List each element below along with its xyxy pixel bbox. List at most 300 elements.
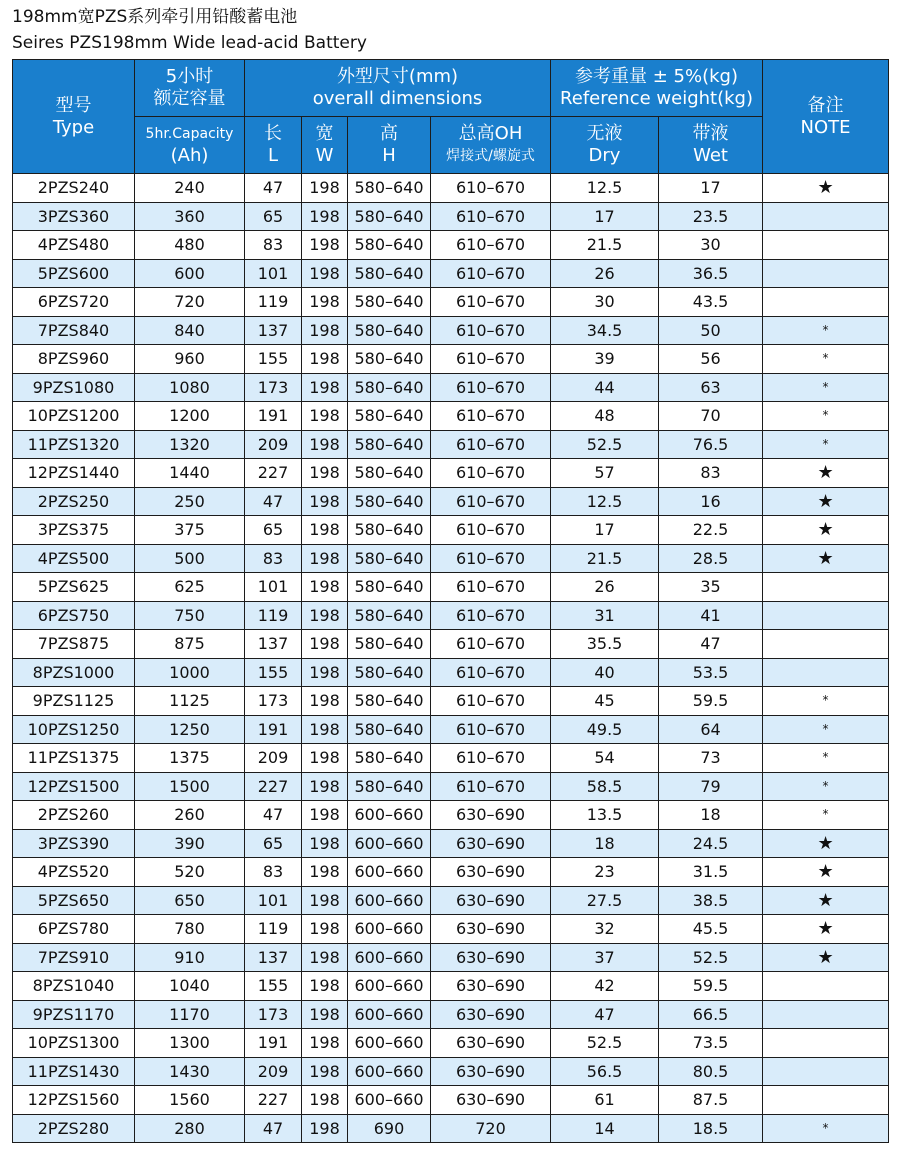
cell-capacity: 1170 xyxy=(135,1000,245,1029)
page-titles xyxy=(12,4,367,56)
cell-wet-weight: 59.5 xyxy=(659,972,763,1001)
cell-overall-height: 610–670 xyxy=(431,174,551,203)
cell-width: 198 xyxy=(302,1114,348,1143)
cell-type: 12PZS1560 xyxy=(13,1086,135,1115)
table-row xyxy=(13,1086,889,1115)
cell-length: 155 xyxy=(245,658,302,687)
cell-height: 580–640 xyxy=(348,316,431,345)
cell-dry-weight: 52.5 xyxy=(551,1029,659,1058)
cell-dry-weight: 21.5 xyxy=(551,231,659,260)
cell-wet-weight: 87.5 xyxy=(659,1086,763,1115)
table-row xyxy=(13,288,889,317)
cell-height: 600–660 xyxy=(348,1000,431,1029)
cell-overall-height: 630–690 xyxy=(431,1029,551,1058)
cell-width: 198 xyxy=(302,772,348,801)
cell-height: 600–660 xyxy=(348,972,431,1001)
table-row xyxy=(13,744,889,773)
cell-type: 7PZS875 xyxy=(13,630,135,659)
cell-wet-weight: 23.5 xyxy=(659,202,763,231)
cell-overall-height: 610–670 xyxy=(431,316,551,345)
cell-length: 83 xyxy=(245,858,302,887)
cell-dry-weight: 42 xyxy=(551,972,659,1001)
cell-capacity: 1500 xyxy=(135,772,245,801)
cell-capacity: 1000 xyxy=(135,658,245,687)
cell-type: 10PZS1200 xyxy=(13,402,135,431)
cell-height: 580–640 xyxy=(348,459,431,488)
table-row xyxy=(13,373,889,402)
cell-width: 198 xyxy=(302,544,348,573)
cell-length: 65 xyxy=(245,202,302,231)
cell-overall-height: 610–670 xyxy=(431,487,551,516)
cell-capacity: 840 xyxy=(135,316,245,345)
cell-dry-weight: 40 xyxy=(551,658,659,687)
cell-type: 3PZS360 xyxy=(13,202,135,231)
cell-capacity: 260 xyxy=(135,801,245,830)
table-row xyxy=(13,801,889,830)
cell-overall-height: 610–670 xyxy=(431,715,551,744)
cell-overall-height: 630–690 xyxy=(431,886,551,915)
cell-note xyxy=(763,1000,889,1029)
cell-width: 198 xyxy=(302,915,348,944)
cell-dry-weight: 12.5 xyxy=(551,487,659,516)
cell-dry-weight: 14 xyxy=(551,1114,659,1143)
cell-width: 198 xyxy=(302,801,348,830)
cell-dry-weight: 23 xyxy=(551,858,659,887)
cell-note: ★ xyxy=(763,459,889,488)
cell-type: 6PZS750 xyxy=(13,601,135,630)
cell-length: 65 xyxy=(245,829,302,858)
table-row xyxy=(13,316,889,345)
cell-overall-height: 630–690 xyxy=(431,972,551,1001)
cell-note: * xyxy=(763,316,889,345)
title-chinese: 198mm宽PZS系列牵引用铅酸蓄电池 xyxy=(12,7,298,27)
cell-overall-height: 610–670 xyxy=(431,259,551,288)
cell-note xyxy=(763,601,889,630)
cell-wet-weight: 18 xyxy=(659,801,763,830)
cell-width: 198 xyxy=(302,573,348,602)
header-dim-l: 长 L xyxy=(245,117,302,174)
table-row xyxy=(13,630,889,659)
table-row xyxy=(13,858,889,887)
cell-dry-weight: 44 xyxy=(551,373,659,402)
cell-capacity: 1300 xyxy=(135,1029,245,1058)
cell-height: 600–660 xyxy=(348,886,431,915)
cell-capacity: 750 xyxy=(135,601,245,630)
cell-type: 6PZS780 xyxy=(13,915,135,944)
cell-note: ★ xyxy=(763,915,889,944)
table-row xyxy=(13,202,889,231)
cell-dry-weight: 32 xyxy=(551,915,659,944)
table-row xyxy=(13,601,889,630)
cell-note: ★ xyxy=(763,487,889,516)
cell-length: 65 xyxy=(245,516,302,545)
cell-height: 580–640 xyxy=(348,487,431,516)
cell-type: 4PZS500 xyxy=(13,544,135,573)
table-row xyxy=(13,516,889,545)
cell-note: * xyxy=(763,373,889,402)
cell-capacity: 875 xyxy=(135,630,245,659)
cell-type: 3PZS390 xyxy=(13,829,135,858)
cell-capacity: 360 xyxy=(135,202,245,231)
cell-width: 198 xyxy=(302,430,348,459)
cell-type: 11PZS1320 xyxy=(13,430,135,459)
cell-note: * xyxy=(763,345,889,374)
cell-dry-weight: 48 xyxy=(551,402,659,431)
cell-overall-height: 630–690 xyxy=(431,915,551,944)
cell-wet-weight: 38.5 xyxy=(659,886,763,915)
cell-overall-height: 610–670 xyxy=(431,231,551,260)
cell-wet-weight: 64 xyxy=(659,715,763,744)
cell-width: 198 xyxy=(302,516,348,545)
cell-height: 600–660 xyxy=(348,1057,431,1086)
header-type: 型号 Type xyxy=(13,60,135,174)
cell-capacity: 1430 xyxy=(135,1057,245,1086)
cell-height: 580–640 xyxy=(348,202,431,231)
cell-overall-height: 610–670 xyxy=(431,658,551,687)
table-row xyxy=(13,345,889,374)
cell-length: 209 xyxy=(245,1057,302,1086)
cell-wet-weight: 17 xyxy=(659,174,763,203)
cell-dry-weight: 13.5 xyxy=(551,801,659,830)
cell-dry-weight: 12.5 xyxy=(551,174,659,203)
cell-overall-height: 630–690 xyxy=(431,943,551,972)
cell-capacity: 1125 xyxy=(135,687,245,716)
cell-length: 101 xyxy=(245,259,302,288)
cell-type: 8PZS960 xyxy=(13,345,135,374)
cell-dry-weight: 58.5 xyxy=(551,772,659,801)
cell-type: 10PZS1300 xyxy=(13,1029,135,1058)
cell-note xyxy=(763,259,889,288)
cell-overall-height: 610–670 xyxy=(431,601,551,630)
cell-height: 580–640 xyxy=(348,744,431,773)
cell-length: 173 xyxy=(245,687,302,716)
cell-type: 2PZS280 xyxy=(13,1114,135,1143)
cell-width: 198 xyxy=(302,316,348,345)
cell-overall-height: 610–670 xyxy=(431,373,551,402)
cell-overall-height: 630–690 xyxy=(431,858,551,887)
cell-width: 198 xyxy=(302,345,348,374)
cell-wet-weight: 18.5 xyxy=(659,1114,763,1143)
cell-length: 119 xyxy=(245,601,302,630)
cell-overall-height: 610–670 xyxy=(431,573,551,602)
cell-capacity: 375 xyxy=(135,516,245,545)
cell-width: 198 xyxy=(302,715,348,744)
cell-wet-weight: 66.5 xyxy=(659,1000,763,1029)
cell-height: 580–640 xyxy=(348,573,431,602)
table-row xyxy=(13,886,889,915)
cell-capacity: 520 xyxy=(135,858,245,887)
cell-width: 198 xyxy=(302,487,348,516)
header-wet: 带液 Wet xyxy=(659,117,763,174)
cell-dry-weight: 45 xyxy=(551,687,659,716)
cell-type: 9PZS1125 xyxy=(13,687,135,716)
cell-width: 198 xyxy=(302,402,348,431)
cell-wet-weight: 47 xyxy=(659,630,763,659)
header-dim-w: 宽 W xyxy=(302,117,348,174)
cell-type: 5PZS625 xyxy=(13,573,135,602)
cell-type: 4PZS520 xyxy=(13,858,135,887)
table-row xyxy=(13,687,889,716)
table-row xyxy=(13,430,889,459)
cell-height: 580–640 xyxy=(348,174,431,203)
cell-width: 198 xyxy=(302,459,348,488)
cell-type: 7PZS910 xyxy=(13,943,135,972)
table-row xyxy=(13,174,889,203)
cell-type: 9PZS1080 xyxy=(13,373,135,402)
cell-height: 580–640 xyxy=(348,288,431,317)
cell-wet-weight: 53.5 xyxy=(659,658,763,687)
cell-width: 198 xyxy=(302,1057,348,1086)
cell-note xyxy=(763,1086,889,1115)
cell-type: 11PZS1375 xyxy=(13,744,135,773)
cell-dry-weight: 47 xyxy=(551,1000,659,1029)
table-row xyxy=(13,772,889,801)
cell-overall-height: 610–670 xyxy=(431,459,551,488)
cell-width: 198 xyxy=(302,1000,348,1029)
cell-overall-height: 610–670 xyxy=(431,516,551,545)
cell-length: 227 xyxy=(245,459,302,488)
cell-height: 580–640 xyxy=(348,687,431,716)
header-capacity-unit: 5hr.Capacity (Ah) xyxy=(135,117,245,174)
cell-height: 690 xyxy=(348,1114,431,1143)
cell-capacity: 1560 xyxy=(135,1086,245,1115)
cell-length: 119 xyxy=(245,288,302,317)
cell-wet-weight: 24.5 xyxy=(659,829,763,858)
cell-height: 580–640 xyxy=(348,630,431,659)
cell-width: 198 xyxy=(302,1029,348,1058)
table-row xyxy=(13,402,889,431)
cell-length: 155 xyxy=(245,345,302,374)
cell-length: 191 xyxy=(245,402,302,431)
cell-height: 580–640 xyxy=(348,259,431,288)
cell-type: 2PZS240 xyxy=(13,174,135,203)
cell-length: 209 xyxy=(245,744,302,773)
header-dim-h: 高 H xyxy=(348,117,431,174)
cell-type: 3PZS375 xyxy=(13,516,135,545)
table-row xyxy=(13,259,889,288)
cell-length: 191 xyxy=(245,1029,302,1058)
cell-type: 8PZS1000 xyxy=(13,658,135,687)
cell-length: 47 xyxy=(245,174,302,203)
table-row xyxy=(13,1057,889,1086)
table-row xyxy=(13,459,889,488)
cell-overall-height: 630–690 xyxy=(431,1000,551,1029)
cell-length: 227 xyxy=(245,1086,302,1115)
cell-width: 198 xyxy=(302,972,348,1001)
cell-width: 198 xyxy=(302,829,348,858)
cell-width: 198 xyxy=(302,601,348,630)
cell-note xyxy=(763,630,889,659)
cell-type: 2PZS250 xyxy=(13,487,135,516)
cell-length: 101 xyxy=(245,886,302,915)
cell-wet-weight: 63 xyxy=(659,373,763,402)
table-row xyxy=(13,943,889,972)
cell-capacity: 910 xyxy=(135,943,245,972)
cell-dry-weight: 57 xyxy=(551,459,659,488)
cell-height: 580–640 xyxy=(348,373,431,402)
cell-wet-weight: 76.5 xyxy=(659,430,763,459)
table-row xyxy=(13,658,889,687)
cell-overall-height: 720 xyxy=(431,1114,551,1143)
table-body xyxy=(13,174,889,1143)
cell-note: ★ xyxy=(763,516,889,545)
cell-height: 580–640 xyxy=(348,345,431,374)
cell-height: 600–660 xyxy=(348,915,431,944)
cell-capacity: 1040 xyxy=(135,972,245,1001)
cell-note: ★ xyxy=(763,943,889,972)
cell-overall-height: 610–670 xyxy=(431,630,551,659)
cell-wet-weight: 41 xyxy=(659,601,763,630)
cell-width: 198 xyxy=(302,630,348,659)
cell-note xyxy=(763,658,889,687)
cell-capacity: 650 xyxy=(135,886,245,915)
cell-overall-height: 610–670 xyxy=(431,202,551,231)
cell-dry-weight: 18 xyxy=(551,829,659,858)
cell-height: 580–640 xyxy=(348,544,431,573)
cell-height: 580–640 xyxy=(348,430,431,459)
cell-wet-weight: 52.5 xyxy=(659,943,763,972)
cell-note: ★ xyxy=(763,858,889,887)
cell-length: 119 xyxy=(245,915,302,944)
cell-wet-weight: 56 xyxy=(659,345,763,374)
cell-overall-height: 630–690 xyxy=(431,1086,551,1115)
cell-width: 198 xyxy=(302,658,348,687)
cell-dry-weight: 26 xyxy=(551,259,659,288)
cell-note: * xyxy=(763,772,889,801)
header-weight: 参考重量 ± 5%(kg) Reference weight(kg) xyxy=(551,60,763,117)
table-row xyxy=(13,1000,889,1029)
battery-spec-table xyxy=(12,59,889,1143)
cell-dry-weight: 17 xyxy=(551,516,659,545)
cell-width: 198 xyxy=(302,231,348,260)
cell-length: 83 xyxy=(245,544,302,573)
cell-wet-weight: 30 xyxy=(659,231,763,260)
table-row xyxy=(13,1114,889,1143)
cell-width: 198 xyxy=(302,1086,348,1115)
cell-height: 600–660 xyxy=(348,943,431,972)
cell-dry-weight: 30 xyxy=(551,288,659,317)
cell-width: 198 xyxy=(302,174,348,203)
cell-capacity: 960 xyxy=(135,345,245,374)
cell-wet-weight: 22.5 xyxy=(659,516,763,545)
cell-wet-weight: 73 xyxy=(659,744,763,773)
cell-length: 173 xyxy=(245,1000,302,1029)
cell-type: 12PZS1440 xyxy=(13,459,135,488)
cell-overall-height: 610–670 xyxy=(431,288,551,317)
cell-capacity: 1440 xyxy=(135,459,245,488)
cell-overall-height: 610–670 xyxy=(431,544,551,573)
cell-height: 580–640 xyxy=(348,601,431,630)
cell-dry-weight: 52.5 xyxy=(551,430,659,459)
cell-dry-weight: 31 xyxy=(551,601,659,630)
table-row xyxy=(13,573,889,602)
cell-wet-weight: 28.5 xyxy=(659,544,763,573)
cell-capacity: 1250 xyxy=(135,715,245,744)
cell-note: * xyxy=(763,1114,889,1143)
cell-overall-height: 610–670 xyxy=(431,345,551,374)
table-row xyxy=(13,487,889,516)
header-dimensions: 外型尺寸(mm) overall dimensions xyxy=(245,60,551,117)
cell-height: 600–660 xyxy=(348,829,431,858)
cell-length: 209 xyxy=(245,430,302,459)
cell-capacity: 1375 xyxy=(135,744,245,773)
cell-wet-weight: 50 xyxy=(659,316,763,345)
cell-type: 2PZS260 xyxy=(13,801,135,830)
cell-wet-weight: 70 xyxy=(659,402,763,431)
cell-overall-height: 630–690 xyxy=(431,801,551,830)
cell-wet-weight: 73.5 xyxy=(659,1029,763,1058)
cell-note: * xyxy=(763,430,889,459)
cell-width: 198 xyxy=(302,744,348,773)
table-row xyxy=(13,715,889,744)
cell-dry-weight: 21.5 xyxy=(551,544,659,573)
cell-note: * xyxy=(763,687,889,716)
cell-type: 10PZS1250 xyxy=(13,715,135,744)
cell-wet-weight: 45.5 xyxy=(659,915,763,944)
cell-capacity: 720 xyxy=(135,288,245,317)
cell-note: ★ xyxy=(763,174,889,203)
cell-height: 580–640 xyxy=(348,402,431,431)
cell-type: 5PZS600 xyxy=(13,259,135,288)
cell-type: 9PZS1170 xyxy=(13,1000,135,1029)
cell-overall-height: 630–690 xyxy=(431,1057,551,1086)
cell-wet-weight: 35 xyxy=(659,573,763,602)
cell-note: * xyxy=(763,801,889,830)
cell-note xyxy=(763,202,889,231)
cell-note xyxy=(763,972,889,1001)
cell-capacity: 1200 xyxy=(135,402,245,431)
cell-capacity: 1320 xyxy=(135,430,245,459)
cell-note: * xyxy=(763,715,889,744)
cell-length: 155 xyxy=(245,972,302,1001)
cell-length: 47 xyxy=(245,801,302,830)
cell-capacity: 390 xyxy=(135,829,245,858)
cell-dry-weight: 56.5 xyxy=(551,1057,659,1086)
cell-dry-weight: 17 xyxy=(551,202,659,231)
cell-note xyxy=(763,288,889,317)
cell-wet-weight: 31.5 xyxy=(659,858,763,887)
cell-dry-weight: 34.5 xyxy=(551,316,659,345)
cell-height: 600–660 xyxy=(348,1029,431,1058)
cell-wet-weight: 83 xyxy=(659,459,763,488)
header-dim-oh: 总高OH 焊接式/螺旋式 xyxy=(431,117,551,174)
cell-wet-weight: 80.5 xyxy=(659,1057,763,1086)
cell-height: 600–660 xyxy=(348,1086,431,1115)
cell-overall-height: 610–670 xyxy=(431,772,551,801)
cell-note: ★ xyxy=(763,829,889,858)
header-note: 备注 NOTE xyxy=(763,60,889,174)
cell-height: 600–660 xyxy=(348,858,431,887)
cell-type: 8PZS1040 xyxy=(13,972,135,1001)
cell-overall-height: 610–670 xyxy=(431,687,551,716)
cell-wet-weight: 43.5 xyxy=(659,288,763,317)
cell-width: 198 xyxy=(302,943,348,972)
cell-type: 6PZS720 xyxy=(13,288,135,317)
cell-length: 227 xyxy=(245,772,302,801)
cell-height: 580–640 xyxy=(348,658,431,687)
cell-capacity: 240 xyxy=(135,174,245,203)
cell-width: 198 xyxy=(302,687,348,716)
cell-capacity: 250 xyxy=(135,487,245,516)
cell-length: 83 xyxy=(245,231,302,260)
cell-type: 4PZS480 xyxy=(13,231,135,260)
cell-type: 11PZS1430 xyxy=(13,1057,135,1086)
cell-dry-weight: 54 xyxy=(551,744,659,773)
cell-dry-weight: 27.5 xyxy=(551,886,659,915)
cell-type: 7PZS840 xyxy=(13,316,135,345)
cell-dry-weight: 35.5 xyxy=(551,630,659,659)
cell-capacity: 500 xyxy=(135,544,245,573)
